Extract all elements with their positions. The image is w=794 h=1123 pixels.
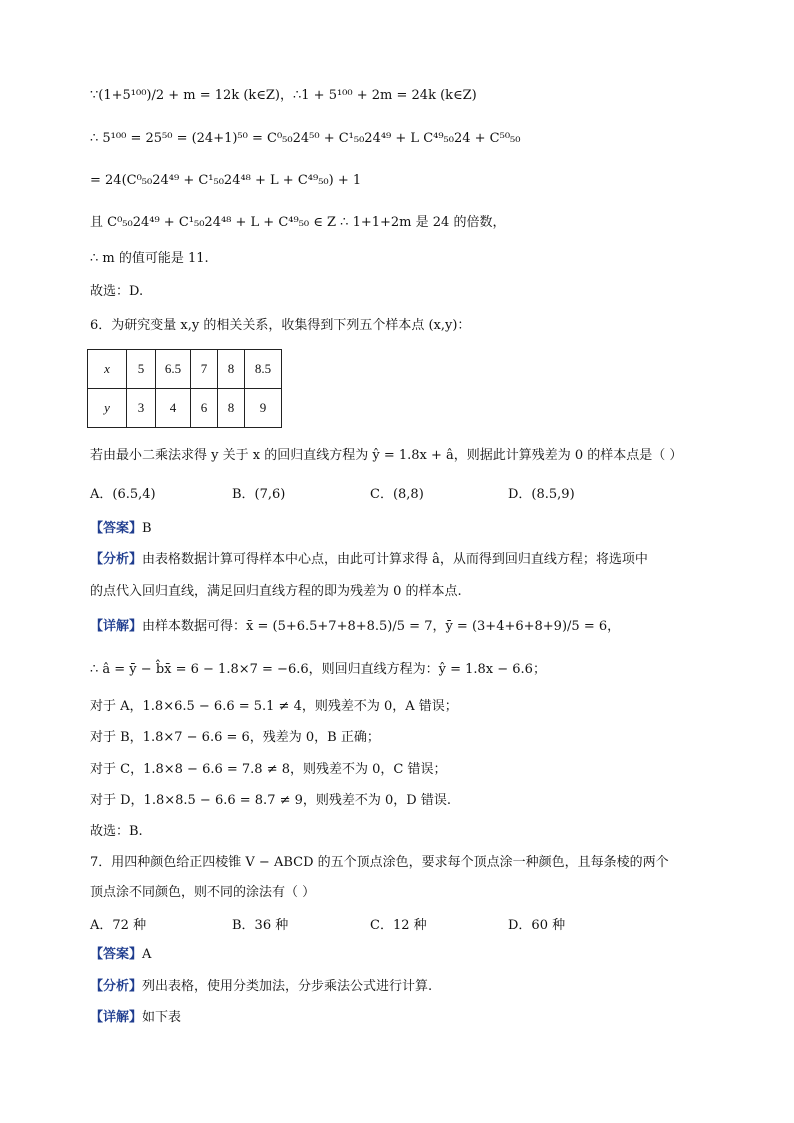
option-a: A．(6.5,4) — [90, 487, 156, 502]
option-c: C．12 种 — [370, 918, 427, 933]
question-7: 7．用四种颜色给正四棱锥 V − ABCD 的五个顶点涂色，要求每个顶点涂一种颜色，且每条棱的两个 — [90, 855, 669, 870]
question-6: 6．为研究变量 x,y 的相关关系，收集得到下列五个样本点 (x,y)： — [90, 318, 471, 333]
table-cell: y — [88, 389, 127, 428]
detail-6 — [90, 617, 620, 637]
table-cell: 3 — [127, 389, 156, 428]
option-b: B．(7,6) — [232, 487, 286, 502]
table-cell: 4 — [156, 389, 191, 428]
detail-6-check-b: 对于 B，1.8×7 − 6.6 = 6，残差为 0，B 正确； — [90, 730, 380, 745]
table-cell: 8 — [218, 389, 245, 428]
solution-line-1: ∵(1+5¹⁰⁰)/2 + m = 12k (k∈Z)，∴1 + 5¹⁰⁰ + 2m = 24k (k∈Z) — [90, 88, 477, 103]
sample-table — [87, 349, 282, 428]
detail-text: 由样本数据可得：x̄ = (5+6.5+7+8+8.5)/5 = 7，ȳ = (3+4+6+8+9)/5 = 6， — [142, 619, 621, 634]
table-cell: 9 — [245, 389, 282, 428]
answer-value: B — [142, 521, 152, 536]
table-cell: 6 — [191, 389, 218, 428]
detail-tag: 【详解】 — [90, 1010, 143, 1025]
selection-6: 故选：B. — [90, 824, 143, 839]
detail-6-check-c: 对于 C，1.8×8 − 6.6 = 7.8 ≠ 8，则残差不为 0，C 错误； — [90, 762, 447, 777]
question-7-cont: 顶点涂不同颜色，则不同的涂法有（ ） — [90, 885, 316, 900]
analysis-tag: 【分析】 — [90, 979, 143, 994]
detail-text: 如下表 — [142, 1010, 182, 1025]
solution-line-2: ∴ 5¹⁰⁰ = 25⁵⁰ = (24+1)⁵⁰ = C⁰₅₀24⁵⁰ + C¹₅₀24⁴⁹ + L C⁴⁹₅₀24 + C⁵⁰₅₀ — [90, 131, 521, 146]
detail-7 — [90, 1008, 181, 1028]
solution-line-4: 且 C⁰₅₀24⁴⁹ + C¹₅₀24⁴⁸ + L + C⁴⁹₅₀ ∈ Z ∴ 1+1+2m 是 24 的倍数， — [90, 215, 506, 230]
table-cell: 6.5 — [156, 350, 191, 389]
table-row — [88, 389, 282, 428]
option-a: A．72 种 — [90, 918, 147, 933]
answer-tag: 【答案】 — [90, 947, 143, 962]
detail-6-check-a: 对于 A，1.8×6.5 − 6.6 = 5.1 ≠ 4，则残差不为 0，A 错误； — [90, 699, 458, 714]
option-c: C．(8,8) — [370, 487, 424, 502]
solution-line-5: ∴ m 的值可能是 11. — [90, 251, 209, 266]
analysis-text: 列出表格，使用分类加法，分步乘法公式进行计算. — [142, 979, 433, 994]
detail-tag: 【详解】 — [90, 619, 143, 634]
analysis-7 — [90, 977, 432, 997]
solution-line-6: 故选：D. — [90, 284, 144, 299]
answer-7 — [90, 945, 151, 965]
analysis-tag: 【分析】 — [90, 552, 143, 567]
answer-6 — [90, 519, 152, 539]
table-cell: 5 — [127, 350, 156, 389]
option-d: D．60 种 — [508, 918, 566, 933]
analysis-text: 由表格数据计算可得样本中心点，由此可计算求得 â，从而得到回归直线方程；将选项中 — [142, 552, 648, 567]
option-d: D．(8.5,9) — [508, 487, 575, 502]
solution-line-3: = 24(C⁰₅₀24⁴⁹ + C¹₅₀24⁴⁸ + L + C⁴⁹₅₀) + 1 — [90, 173, 362, 188]
answer-value: A — [142, 947, 152, 962]
detail-6-check-d: 对于 D，1.8×8.5 − 6.6 = 8.7 ≠ 9，则残差不为 0，D 错误. — [90, 793, 451, 808]
option-b: B．36 种 — [232, 918, 289, 933]
table-cell: x — [88, 350, 127, 389]
detail-6-line-2: ∴ â = ȳ − b̂x̄ = 6 − 1.8×7 = −6.6，则回归直线方程为：ŷ = 1.8x − 6.6； — [90, 662, 546, 677]
question-6-prompt: 若由最小二乘法求得 y 关于 x 的回归直线方程为 ŷ = 1.8x + â，则据此计算残差为 0 的样本点是（ ） — [90, 448, 683, 463]
table-cell: 8.5 — [245, 350, 282, 389]
analysis-6-cont: 的点代入回归直线，满足回归直线方程的即为残差为 0 的样本点. — [90, 584, 462, 599]
table-row — [88, 350, 282, 389]
analysis-6 — [90, 550, 648, 570]
table-cell: 7 — [191, 350, 218, 389]
answer-tag: 【答案】 — [90, 521, 143, 536]
table-cell: 8 — [218, 350, 245, 389]
